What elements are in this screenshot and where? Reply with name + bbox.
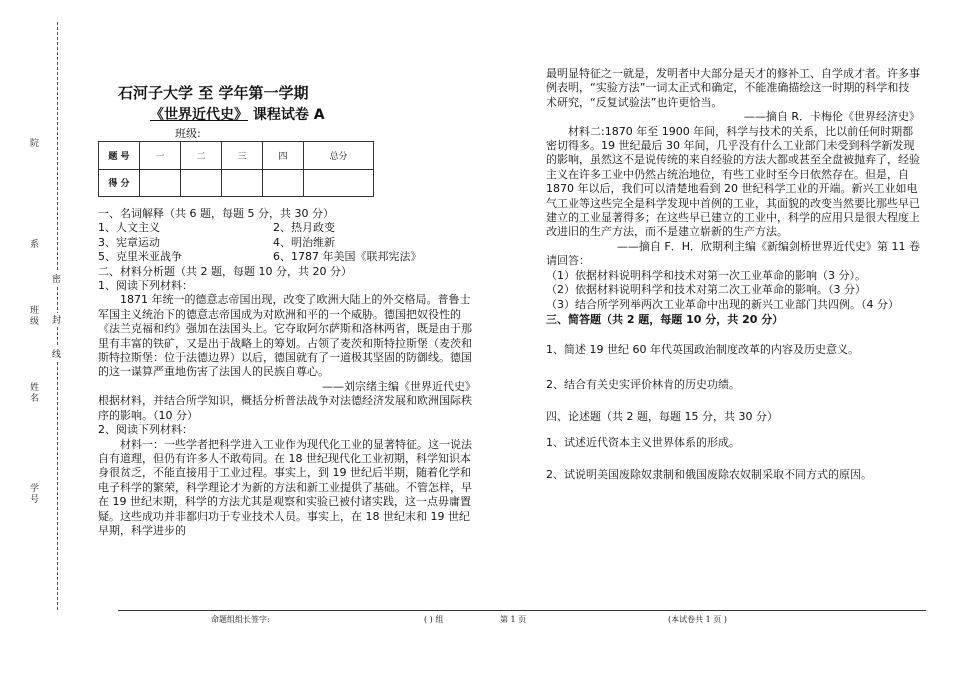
sub-question-2: （2）依据材料说明科学和技术对第二次工业革命的影响。（3 分） <box>546 283 866 297</box>
footer-group: ( ) 组 <box>424 615 444 624</box>
score-table-row <box>99 142 374 170</box>
course-name: 《世界近代史》 <box>150 107 248 123</box>
college-label: 院 <box>30 139 40 149</box>
material-2-source: ——摘自 F．H．欣期利主编《新编剑桥世界近代史》第 11 卷 <box>616 239 920 253</box>
exam-name: 课程试卷 A <box>252 107 325 123</box>
class-label: 班 级 <box>30 306 40 327</box>
course-title <box>150 104 325 124</box>
table-cell[interactable] <box>263 169 304 197</box>
material-1-continued: 最明显特征之一就是，发明者中大部分是天才的修补工、自学成才者。许多事例表明，“实验方法”一词太正式和确定，不能准确描绘这一时期的科学和技术研究，“反复试验法”也许更恰当。 <box>546 67 920 109</box>
question-1-intro: 1、阅读下列材料： <box>98 279 193 293</box>
left-column <box>98 207 476 538</box>
sub-question-3: （3）结合所学列举两次工业革命中出现的新兴工业部门共四例。（4 分） <box>546 297 899 311</box>
question-2-intro: 2、阅读下列材料： <box>98 423 193 437</box>
dept-label: 系 <box>30 240 40 250</box>
section-4-heading: 四、论述题（共 2 题，每题 15 分，共 30 分） <box>546 410 778 424</box>
footer-page: 第 1 页 <box>500 615 527 624</box>
table-cell: 二 <box>181 142 222 170</box>
term-row <box>98 236 476 250</box>
name-label: 姓 名 <box>30 383 40 404</box>
seal-char-xian: 线 <box>52 347 61 360</box>
exam-title: 石河子大学 至 学年第一学期 <box>118 84 309 102</box>
table-cell[interactable] <box>140 169 181 197</box>
term: 1、人文主义 <box>98 221 160 235</box>
table-cell: 四 <box>263 142 304 170</box>
table-cell: 一 <box>140 142 181 170</box>
term: 2、热月政变 <box>273 221 335 235</box>
footer-total: (本试卷共 1 页 ) <box>668 615 727 624</box>
footer-signer: 命题组组长签字: <box>211 615 270 624</box>
term: 5、克里米亚战争 <box>98 250 182 264</box>
table-cell: 三 <box>222 142 263 170</box>
right-column <box>546 67 920 482</box>
section-3-heading: 三、简答题（共 2 题，每题 10 分，共 20 分） <box>546 312 784 326</box>
section-2-heading: 二、材料分析题（共 2 题，每题 10 分，共 20 分） <box>98 264 352 278</box>
section-1-heading: 一、名词解释（共 6 题，每题 5 分，共 30 分） <box>98 207 334 220</box>
question-2-material-1: 材料一：一些学者把科学进入工业作为现代化工业的显著特征。这一说法自有道理，但仍有许多人不敢苟同。在 18 世纪现代化工业初期，科学知识本身很贫乏，不能直接用于工业过程。事实上，到 19 世纪后半期，随着化学和电子科学的繁荣，科学理论才为新的方法和新工业提供了基础。不管怎样，早在 19 世纪末期，科学的方法尤其是观察和实验已被付诸实践，这一点毋庸置疑。这些成功并非都归功于专业技术人员。事实上，在 18 世纪末和 19 世纪早期，科学进步的 <box>98 437 472 537</box>
table-cell: 题 号 <box>99 142 140 170</box>
table-cell: 总分 <box>304 142 374 170</box>
section-3-question-2: 2、结合有关史实评价林肯的历史功绩。 <box>546 377 740 391</box>
term-row <box>98 221 476 235</box>
ask-label: 请回答： <box>546 254 590 268</box>
table-cell[interactable] <box>181 169 222 197</box>
term-row <box>98 250 476 264</box>
section-4-question-2: 2、试说明美国废除奴隶制和俄国废除农奴制采取不同方式的原因。 <box>546 467 872 481</box>
term: 3、宪章运动 <box>98 235 160 249</box>
seal-char-mi: 密 <box>52 272 61 285</box>
question-1-prompt: 根据材料，并结合所学知识，概括分析普法战争对法德经济发展和欧洲国际秩序的影响。（10 分） <box>98 394 472 422</box>
question-1-source: ——刘宗绪主编《世界近代史》 <box>322 379 476 393</box>
material-2: 材料二:1870 年至 1900 年间，科学与技术的关系，比以前任何时期都密切得多。19 世纪最后 30 年间，几乎没有什么工业部门未受到科学新发现的影响，虽然这不是说传统的来自经验的方法大都或甚至全盘被抛弃了，经验主义在许多工业中仍然占统治地位，有些工业时至今日依然存在。但是，自 1870 年以后，我们可以清楚地看到 20 世纪科学工业的开端。新兴工业如电气工业等这些完全是科学发现中首例的工业，其面貌的改变当然要比那些早已建立的工业显著得多；在这些早已建立的工业中，科学的应用只是很大程度上改进旧的生产方法，而不是建立崭新的生产方法。 <box>546 124 920 239</box>
student-id-label: 学 号 <box>30 484 40 505</box>
section-4-question-1: 1、试述近代资本主义世界体系的形成。 <box>546 435 740 449</box>
footer-rule <box>118 610 926 611</box>
seal-char-feng: 封 <box>52 313 61 326</box>
term: 6、1787 年美国《联邦宪法》 <box>273 250 422 264</box>
question-1-material: 1871 年统一的德意志帝国出现，改变了欧洲大陆上的外交格局。普鲁士军国主义统治下的德意志帝国成为对欧洲和平的一个威胁。德国把奴役性的《法兰克福和约》强加在法国头上。它夺取阿尔萨斯和洛林两省，既是由于那里有丰富的铁矿，又是出于战略上的筹划。占领了麦茨和斯特拉斯堡（麦茨和斯特拉斯堡：位于法德边界）以后，德国就有了一道极其坚固的防御线。德国的这一谋算严重地伤害了法国人的民族自尊心。 <box>98 293 472 379</box>
score-table <box>98 141 374 197</box>
term: 4、明治维新 <box>273 235 335 249</box>
score-table-row <box>99 169 374 197</box>
table-cell[interactable] <box>222 169 263 197</box>
table-cell[interactable] <box>304 169 374 197</box>
material-1-source: ——摘自 R．卡梅伦《世界经济史》 <box>743 110 920 124</box>
class-field: 班级: <box>175 127 201 140</box>
sub-question-1: （1）依据材料说明科学和技术对第一次工业革命的影响（3 分）。 <box>546 268 866 282</box>
section-3-question-1: 1、简述 19 世纪 60 年代英国政治制度改革的内容及历史意义。 <box>546 343 859 357</box>
table-cell: 得 分 <box>99 169 140 197</box>
